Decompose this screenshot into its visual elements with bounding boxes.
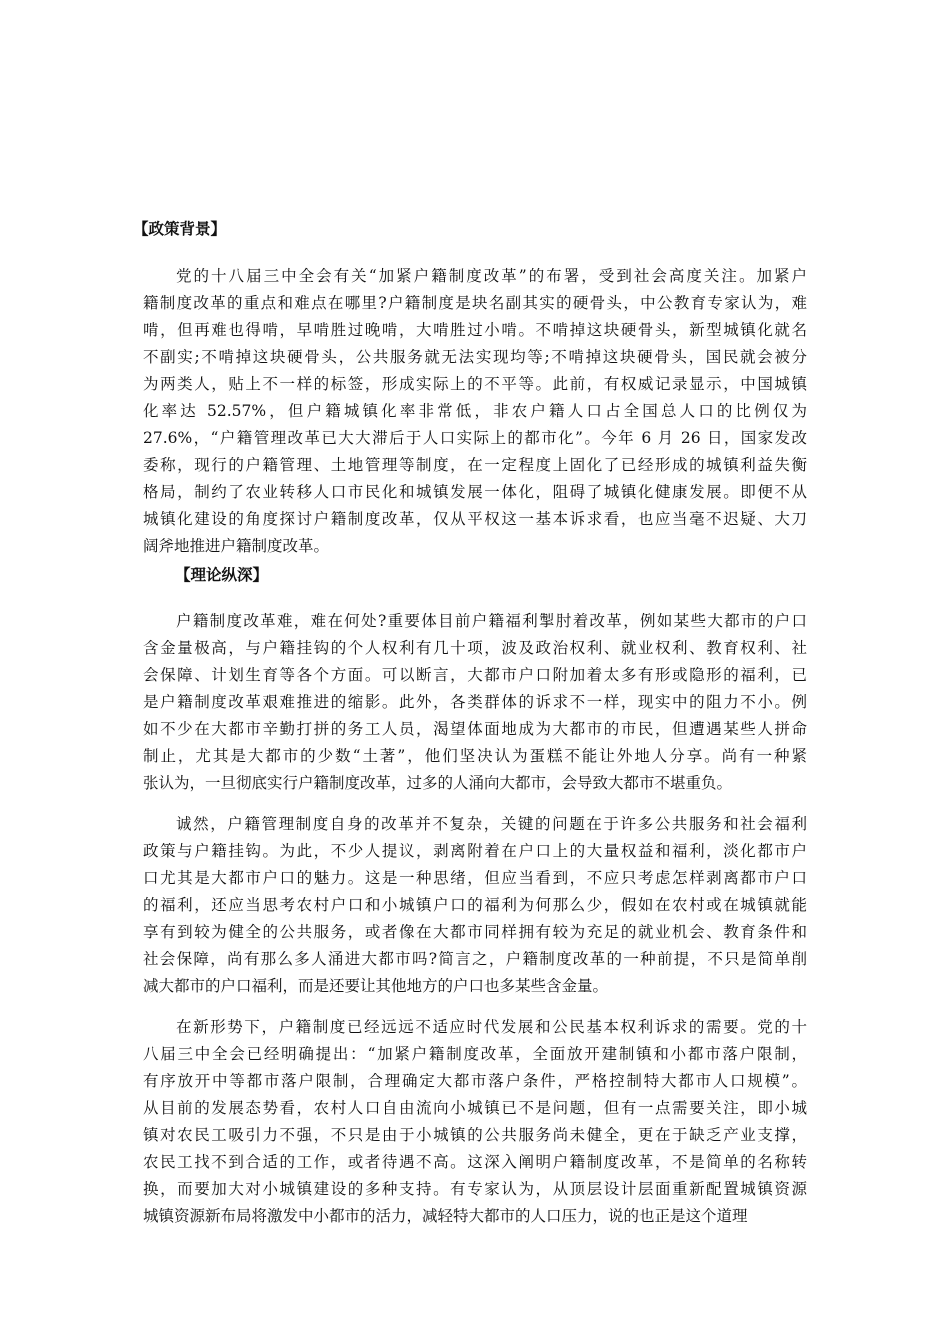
paragraph-line: 政策与户籍挂钩。为此，不少人提议，剥离附着在户口上的大量权益和福利，淡化都市户 bbox=[143, 842, 807, 860]
paragraph-line: 有序放开中等都市落户限制，合理确定大都市落户条件，严格控制特大都市人口规模”。 bbox=[143, 1072, 807, 1090]
paragraph-line: 从目前的发展态势看，农村人口自由流向小城镇已不是问题，但有一点需要关注，即小城 bbox=[143, 1099, 807, 1117]
section-heading-theory-depth: 【理论纵深】 bbox=[175, 565, 269, 584]
paragraph-line: 户籍制度改革难，难在何处?重要体目前户籍福利掣肘着改革，例如某些大都市的户口 bbox=[176, 612, 807, 630]
paragraph-line: 党的十八届三中全会有关“加紧户籍制度改革”的布署，受到社会高度关注。加紧户 bbox=[176, 267, 807, 285]
paragraph-line: 镇对农民工吸引力不强，不只是由于小城镇的公共服务尚未健全，更在于缺乏产业支撑， bbox=[143, 1126, 807, 1144]
paragraph bbox=[143, 263, 807, 560]
paragraph-line: 八届三中全会已经明确提出：“加紧户籍制度改革，全面放开建制镇和小都市落户限制， bbox=[143, 1045, 807, 1063]
paragraph-line: 如不少在大都市辛勤打拼的务工人员，渴望体面地成为大都市的市民，但遭遇某些人拼命 bbox=[143, 720, 807, 738]
paragraph-line: 化率达 52.57%，但户籍城镇化率非常低，非农户籍人口占全国总人口的比例仅为 bbox=[143, 402, 807, 420]
paragraph-line: 格局，制约了农业转移人口市民化和城镇发展一体化，阻碍了城镇化健康发展。即便不从 bbox=[143, 483, 807, 501]
paragraph bbox=[143, 608, 807, 797]
paragraph-line: 27.6%，“户籍管理改革已大大滞后于人口实际上的都市化”。今年 6 月 26 日，国家发改 bbox=[143, 429, 807, 447]
paragraph-line: 享有到较为健全的公共服务，或者像在大都市同样拥有较为充足的就业机会、教育条件和 bbox=[143, 923, 807, 941]
paragraph-line: 城镇化建设的角度探讨户籍制度改革，仅从平权这一基本诉求看，也应当毫不迟疑、大刀 bbox=[143, 510, 807, 528]
paragraph-line: 在新形势下，户籍制度已经远远不适应时代发展和公民基本权利诉求的需要。党的十 bbox=[176, 1018, 807, 1036]
paragraph-line: 换，而要加大对小城镇建设的多种支持。有专家认为，从顶层设计层面重新配置城镇资源 bbox=[143, 1180, 807, 1198]
paragraph-line: 张认为，一旦彻底实行户籍制度改革，过多的人涌向大都市，会导致大都市不堪重负。 bbox=[143, 774, 733, 792]
paragraph-line: 社会保障，尚有那么多人涌进大都市吗?简言之，户籍制度改革的一种前提，不只是简单削 bbox=[143, 950, 807, 968]
paragraph-line: 减大都市的户口福利，而是还要让其他地方的户口也多某些含金量。 bbox=[143, 977, 609, 995]
paragraph-line: 的福利，还应当思考农村户口和小城镇户口的福利为何那么少，假如在农村或在城镇就能 bbox=[143, 896, 807, 914]
paragraph-line: 不副实;不啃掉这块硬骨头，公共服务就无法实现均等;不啃掉这块硬骨头，国民就会被分 bbox=[143, 348, 807, 366]
paragraph-line: 口尤其是大都市户口的魅力。这是一种思绪，但应当看到，不应只考虑怎样剥离都市户口 bbox=[143, 869, 807, 887]
paragraph-line: 含金量极高，与户籍挂钩的个人权利有几十项，波及政治权利、就业权利、教育权利、社 bbox=[143, 639, 807, 657]
section-heading-policy-background: 【政策背景】 bbox=[133, 219, 227, 238]
paragraph-line: 是户籍制度改革艰难推进的缩影。此外，各类群体的诉求不一样，现实中的阻力不小。例 bbox=[143, 693, 807, 711]
paragraph-line: 为两类人，贴上不一样的标签，形成实际上的不平等。此前，有权威记录显示，中国城镇 bbox=[143, 375, 807, 393]
paragraph-line: 啃，但再难也得啃，早啃胜过晚啃，大啃胜过小啃。不啃掉这块硬骨头，新型城镇化就名 bbox=[143, 321, 807, 339]
paragraph-line: 委称，现行的户籍管理、土地管理等制度，在一定程度上固化了已经形成的城镇利益失衡 bbox=[143, 456, 807, 474]
paragraph-line: 会保障、计划生育等各个方面。可以断言，大都市户口附加着太多有形或隐形的福利，已 bbox=[143, 666, 807, 684]
paragraph-line: 诚然，户籍管理制度自身的改革并不复杂，关键的问题在于许多公共服务和社会福利 bbox=[176, 815, 807, 833]
paragraph-line: 制止，尤其是大都市的少数“土著”，他们坚决认为蛋糕不能让外地人分享。尚有一种紧 bbox=[143, 747, 807, 765]
paragraph-line: 阔斧地推进户籍制度改革。 bbox=[143, 537, 330, 555]
paragraph bbox=[143, 1014, 807, 1230]
paragraph bbox=[143, 811, 807, 1000]
paragraph-line: 籍制度改革的重点和难点在哪里?户籍制度是块名副其实的硬骨头，中公教育专家认为，难 bbox=[143, 294, 807, 312]
paragraph-line: 农民工找不到合适的工作，或者待遇不高。这深入阐明户籍制度改革，不是简单的名称转 bbox=[143, 1153, 807, 1171]
paragraph-line: 城镇资源新布局将激发中小都市的活力，减轻特大都市的人口压力，说的也正是这个道理 bbox=[143, 1207, 748, 1225]
